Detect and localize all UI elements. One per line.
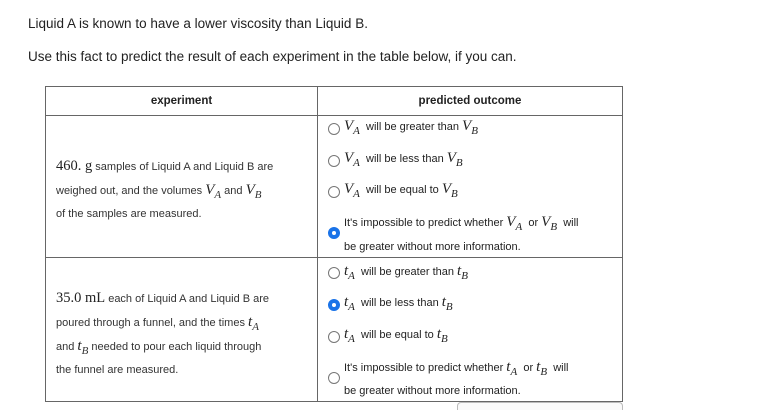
text-fragment: V [541,214,551,230]
text-fragment: B [81,345,89,357]
column-divider [317,87,318,401]
text-fragment: A [515,221,523,233]
radio-row2-impossible[interactable] [328,372,340,384]
row-divider [46,257,622,258]
text-fragment: B [550,221,558,233]
text-fragment: the funnel are measured. [56,364,179,376]
text-fragment: t [441,294,446,310]
text-fragment: V [344,150,354,166]
text-fragment: V [441,181,452,197]
text-fragment: B [540,366,548,378]
text-fragment: A [353,188,360,200]
experiment-2-amount: 35.0 mL [56,290,106,306]
header-divider [46,115,622,116]
text-fragment: A [348,270,355,282]
text-fragment: V [506,214,516,230]
radio-row2-equal[interactable] [328,331,340,343]
radio-row2-greater[interactable] [328,267,340,279]
text-fragment: t [506,359,511,375]
text-fragment: V [344,118,354,134]
text-fragment: or [523,362,534,374]
experiment-2-description [56,287,308,382]
option-row1-equal[interactable] [344,181,458,198]
experiment-1-description [56,155,308,226]
text-fragment: A [353,157,360,169]
text-fragment: B [451,188,458,200]
text-fragment: t [344,326,349,342]
text-fragment: A [353,125,360,137]
text-fragment: B [441,333,448,345]
radio-row1-greater[interactable] [328,123,340,135]
text-fragment: V [245,182,255,198]
text-fragment: will be greater than [366,121,459,133]
radio-row1-impossible[interactable] [328,227,340,239]
radio-row1-less[interactable] [328,155,340,167]
text-fragment: t [77,338,82,354]
option-row2-impossible[interactable] [344,359,568,376]
radio-row2-less[interactable] [328,299,340,311]
text-fragment: samples of Liquid A and Liquid B are [92,161,274,173]
option-row1-less[interactable] [344,150,463,167]
text-fragment: t [536,359,541,375]
text-fragment: B [455,157,463,169]
header-experiment: experiment [150,95,213,107]
text-fragment: t [248,314,253,330]
text-fragment: B [445,301,453,313]
text-fragment: A [252,321,259,333]
text-fragment: A [510,366,518,378]
option-row2-less[interactable] [344,294,453,311]
option-row2-greater[interactable] [344,263,468,280]
text-fragment: V [462,118,472,134]
text-fragment: V [446,150,456,166]
text-fragment: will [553,362,569,374]
text-fragment: will be less than [366,153,444,165]
text-fragment: t [344,263,349,279]
text-fragment: will be less than [361,297,439,309]
text-fragment: B [461,270,468,282]
text-fragment: will be equal to [366,184,439,196]
text-fragment: will be greater than [361,266,454,278]
text-fragment: will [563,217,579,229]
text-fragment: of the samples are measured. [56,208,202,220]
text-fragment: V [205,182,215,198]
text-fragment: t [436,326,442,342]
text-fragment: A [348,301,355,313]
text-fragment: t [457,263,462,279]
text-fragment: A [214,189,222,201]
partial-bottom-control[interactable] [457,402,623,410]
text-fragment: weighed out, and the volumes [56,185,206,197]
experiment-1-amount: 460. g [56,158,93,174]
radio-row1-equal[interactable] [328,186,340,198]
text-fragment: It's impossible to predict whether [344,362,504,374]
text-fragment: will be equal to [361,329,434,341]
intro-line-2: Use this fact to predict the result of each experiment in the table below, if you can. [28,49,517,64]
text-fragment: It's impossible to predict whether [344,217,504,229]
text-fragment: poured through a funnel, and the times [56,317,249,329]
text-fragment: t [344,294,349,310]
text-fragment: or [528,217,539,229]
text-fragment: B [471,125,478,137]
text-fragment: and [56,341,78,353]
text-fragment: each of Liquid A and Liquid B are [105,293,270,305]
prediction-table [45,86,623,402]
option-row1-greater[interactable] [344,118,478,135]
option-row1-impossible[interactable] [344,214,578,231]
option-row1-impossible-line2: be greater without more information. [344,241,521,253]
text-fragment: needed to pour each liquid through [88,341,262,353]
text-fragment: and [221,185,246,197]
option-row2-impossible-line2: be greater without more information. [344,385,521,397]
text-fragment: V [344,181,354,197]
option-row2-equal[interactable] [344,326,448,343]
text-fragment: A [348,333,355,345]
text-fragment: B [254,189,262,201]
intro-line-1: Liquid A is known to have a lower viscosity than Liquid B. [28,16,368,31]
header-predicted-outcome: predicted outcome [418,95,522,107]
